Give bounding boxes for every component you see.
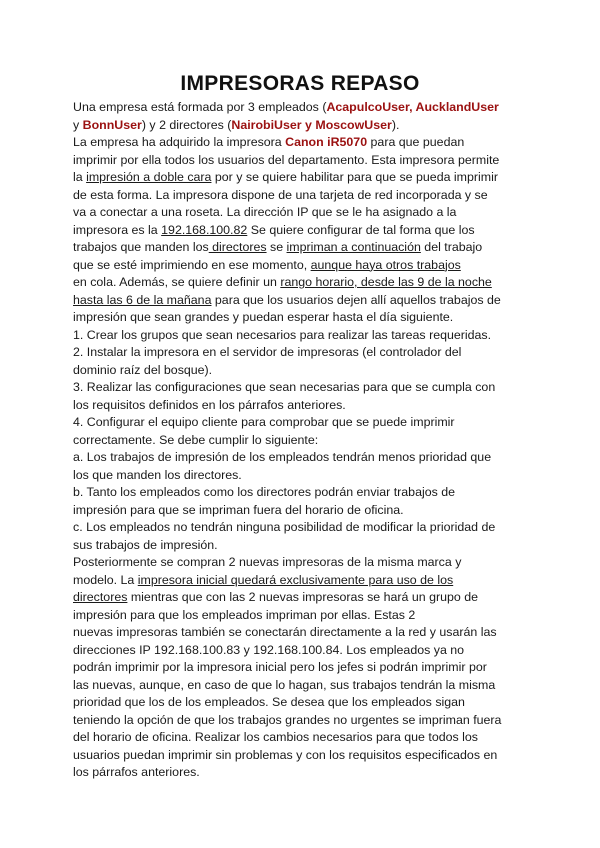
text-line [73, 257, 533, 275]
underlined-text: rango horario, desde las 9 de la noche [280, 275, 492, 289]
text-segment: prioridad que los de los empleados. Se desea que los empleados sigan [73, 695, 465, 709]
text-segment: para que puedan [367, 135, 465, 149]
text-segment: que se esté imprimiendo en ese momento, [73, 257, 311, 272]
text-segment: va a conectar a una roseta. La dirección IP que se le ha asignado a la [73, 205, 457, 219]
document-body [73, 99, 533, 782]
text-line [73, 642, 533, 660]
text-line [73, 379, 533, 397]
text-line [73, 344, 533, 362]
underlined-text: impresión a doble cara [86, 170, 212, 184]
text-segment: ) y 2 directores ( [141, 117, 232, 132]
text-segment: trabajos que manden los [73, 240, 209, 254]
text-segment: del horario de oficina. Realizar los cambios necesarios para que todos los [73, 730, 478, 744]
text-line [73, 169, 533, 187]
text-segment: los párrafos anteriores. [73, 765, 200, 779]
text-line [73, 484, 533, 502]
highlighted-term: Canon iR5070 [285, 135, 368, 149]
text-segment: se [266, 240, 287, 254]
text-segment: a. Los trabajos de impresión de los empleados tendrán menos prioridad que [73, 450, 492, 464]
text-line [73, 467, 533, 485]
text-segment: modelo. La [73, 572, 138, 587]
text-segment: Se quiere configurar de tal forma que los [247, 222, 475, 237]
text-segment: la [73, 170, 87, 184]
text-line [73, 729, 533, 747]
text-line [73, 589, 533, 607]
text-line [73, 309, 533, 327]
text-line [73, 187, 533, 205]
text-segment: por y se quiere habilitar para que se pueda imprimir [211, 170, 498, 184]
text-segment: los requisitos definidos en los párrafos anteriores. [73, 397, 346, 412]
text-line [73, 414, 533, 432]
document-title: IMPRESORAS REPASO [180, 72, 420, 95]
text-segment: ). [391, 117, 400, 132]
highlighted-term: AcapulcoUser, AucklandUser [326, 100, 499, 114]
text-line [73, 362, 533, 380]
text-segment: Posteriormente se compran 2 nuevas impresoras de la misma marca y [73, 555, 462, 569]
text-segment: correctamente. Se debe cumplir lo siguiente: [73, 432, 319, 447]
underlined-text: impriman a continuación [286, 240, 421, 254]
text-segment: 3. Realizar las configuraciones que sean necesarias para que se cumpla con [73, 380, 496, 394]
underlined-text: directores [73, 590, 128, 604]
text-segment: teniendo la opción de que los trabajos grandes no urgentes se impriman fuera [73, 712, 502, 727]
text-segment: en cola. Además, se quiere definir un [73, 275, 281, 289]
text-segment: los que manden los directores. [73, 467, 242, 482]
text-segment: impresión que sean grandes y puedan esperar hasta el día siguiente. [73, 310, 454, 324]
text-segment: direcciones IP 192.168.100.83 y 192.168.100.84. Los empleados ya no [73, 642, 465, 657]
text-segment: impresión para que se impriman fuera del horario de oficina. [73, 502, 404, 517]
text-line [73, 134, 533, 152]
text-line [73, 152, 533, 170]
text-line [73, 677, 533, 695]
underlined-text: 192.168.100.82 [161, 222, 248, 237]
text-line [73, 239, 533, 257]
text-segment: imprimir por ella todos los usuarios del departamento. Esta impresora permite [73, 152, 500, 167]
underlined-text: directores [208, 240, 267, 254]
text-segment: 1. Crear los grupos que sean necesarios para realizar las tareas requeridas. [73, 327, 492, 342]
text-line [73, 607, 533, 625]
text-segment: c. Los empleados no tendrán ninguna posibilidad de modificar la prioridad de [73, 520, 496, 534]
text-segment: usuarios puedan imprimir sin problemas y con los requisitos especificados en [73, 747, 498, 762]
text-segment: Una empresa está formada por 3 empleados ( [73, 100, 327, 114]
text-line [73, 502, 533, 520]
underlined-text: impresora inicial quedará exclusivamente para uso de los [137, 572, 454, 587]
text-segment: para que los usuarios dejen allí aquellos trabajos de [211, 292, 501, 307]
text-segment: b. Tanto los empleados como los directores podrán enviar trabajos de [73, 485, 456, 499]
text-line [73, 519, 533, 537]
text-line [73, 554, 533, 572]
text-line [73, 694, 533, 712]
text-segment: las nuevas, aunque, en caso de que lo hagan, sus trabajos tendrán la misma [73, 677, 496, 692]
text-line [73, 99, 533, 117]
text-line [73, 747, 533, 765]
text-line [73, 432, 533, 450]
text-segment: y [73, 117, 83, 132]
underlined-text: aunque haya otros trabajos [310, 257, 461, 272]
text-line [73, 274, 533, 292]
text-segment: nuevas impresoras también se conectarán directamente a la red y usarán las [73, 625, 497, 639]
text-segment: del trabajo [420, 240, 483, 254]
text-segment: 4. Configurar el equipo cliente para comprobar que se puede imprimir [73, 415, 455, 429]
text-segment: dominio raíz del bosque). [73, 362, 213, 377]
text-line [73, 449, 533, 467]
underlined-text: hasta las 6 de la mañana [73, 292, 212, 307]
text-line [73, 572, 533, 590]
text-line [73, 712, 533, 730]
text-line [73, 292, 533, 310]
text-segment: de esta forma. La impresora dispone de una tarjeta de red incorporada y se [73, 187, 488, 202]
text-line [73, 327, 533, 345]
text-line [73, 204, 533, 222]
text-line [73, 624, 533, 642]
text-line [73, 537, 533, 555]
text-segment: 2. Instalar la impresora en el servidor de impresoras (el controlador del [73, 345, 462, 359]
text-line [73, 659, 533, 677]
text-segment: podrán imprimir por la impresora inicial pero los jefes si podrán imprimir por [73, 660, 487, 674]
text-segment: impresora es la [73, 222, 162, 237]
text-segment: sus trabajos de impresión. [73, 537, 218, 552]
text-segment: impresión para que los empleados impriman por ellas. Estas 2 [73, 607, 416, 622]
text-segment: La empresa ha adquirido la impresora [73, 135, 286, 149]
highlighted-term: BonnUser [82, 117, 142, 132]
highlighted-term: NairobiUser y MoscowUser [231, 117, 392, 132]
text-line [73, 397, 533, 415]
text-line [73, 117, 533, 135]
text-line [73, 222, 533, 240]
text-segment: mientras que con las 2 nuevas impresoras se hará un grupo de [127, 590, 478, 604]
text-line [73, 764, 533, 782]
